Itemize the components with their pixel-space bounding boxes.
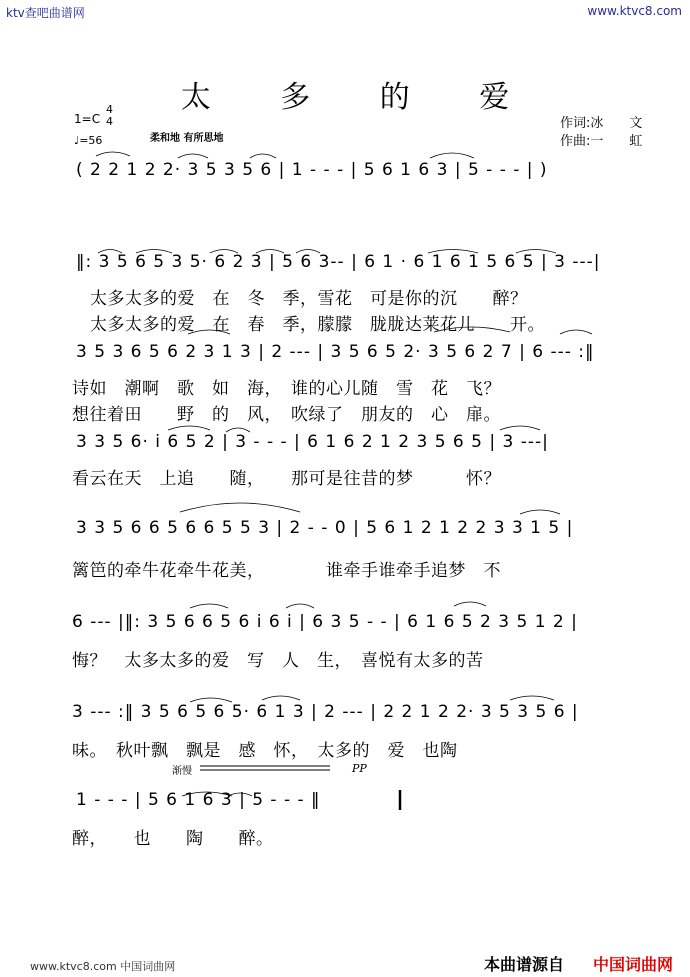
lyric-line-6: 味。 秋叶飘 飘是 感 怀， 太多的 爱 也陶 [72,741,458,761]
lyric-line-2a: 诗如 潮啊 歌 如 海， 谁的心儿随 雪 花 飞？ [72,379,501,399]
mood-marking: 柔和地 有所思地 [150,133,224,144]
time-signature-top: 4 [106,103,113,116]
lyric-line-2b: 想往着田 野 的 风， 吹绿了 朋友的 心 扉。 [72,405,501,425]
intro-notation: ( 2 2 1 2 2· 3 5 3 5 6 | 1 - - - | 5 6 1 6 3 | 5 - - - | ) [76,160,548,180]
notation-line-7: 1 - - - | 5 6 1 6 3 | 5 - - - ‖ [76,790,321,810]
site-watermark-top-right: www.ktvc8.com [587,4,682,18]
key-signature: 1=C [74,112,101,126]
site-watermark-bottom-left: www.ktvc8.com 中国词曲网 [30,960,176,973]
lyric-line-1b: 太多太多的爱 在 春 季，朦朦 胧胧达莱花儿 开。 [90,315,545,335]
lyric-line-5: 悔？ 太多太多的爱 写 人 生， 喜悦有太多的苦 [72,651,484,671]
lyric-line-1a: 太多太多的爱 在 冬 季，雪花 可是你的沉 醉？ [90,289,528,309]
brand-label: 中国词曲网 [593,955,674,974]
song-title: 太 多 的 爱 [180,80,540,115]
ritardando-marking: 渐慢 [172,766,192,777]
dynamic-marking: PP [352,762,367,775]
source-label: 本曲谱源自 [484,955,565,974]
notation-line-2: 3 5 3 6 5 6 2 3 1 3 | 2 --- | 3 5 6 5 2· 3 5 6 2 7 | 6 --- :‖ [76,342,595,362]
composer-credit: 作曲:一 虹 [560,134,643,149]
notation-line-1: ‖: 3 5 6 5 3 5· 6 2 3 | 5 6 3-- | 6 1 · 6 1 6 1 5 6 5 | 3 ---| [76,252,601,272]
notation-line-4: 3 3 5 6 6 5 6 6 5 5 3 | 2 - - 0 | 5 6 1 2 1 2 2 3 3 1 5 | [76,518,574,538]
notation-line-6: 3 --- :‖ 3 5 6 5 6 5· 6 1 3 | 2 --- | 2 2 1 2 2· 3 5 3 5 6 | [72,702,579,722]
site-watermark-top-left: ktv查吧曲谱网 [6,6,85,20]
time-signature-bottom: 4 [106,115,113,128]
notation-line-3: 3 3 5 6· i 6 5 2 | 3 - - - | 6 1 6 2 1 2 3 5 6 5 | 3 ---| [76,432,549,452]
notation-line-5: 6 --- |‖: 3 5 6 6 5 6 i 6 i | 6 3 5 - - | 6 1 6 5 2 3 5 1 2 | [72,612,578,632]
lyricist-credit: 作词:冰 文 [560,116,643,131]
tempo-marking: ♩=56 [74,134,103,147]
lyric-line-7: 醉， 也 陶 醉。 [72,829,274,849]
lyric-line-4: 篱笆的牵牛花牵牛花美， 谁牵手谁牵手追梦 不 [72,561,501,581]
lyric-line-3: 看云在天 上追 随， 那可是往昔的梦 怀？ [72,469,501,489]
